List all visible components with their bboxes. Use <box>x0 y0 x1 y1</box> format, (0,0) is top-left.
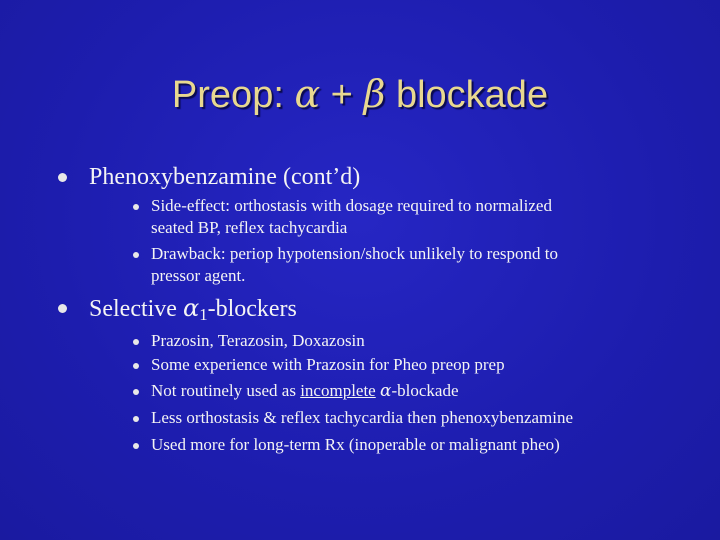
slide-title <box>0 68 720 121</box>
underlined-text: incomplete <box>300 381 376 400</box>
sub-bullet-line2: pressor agent. <box>151 266 246 285</box>
sub-bullet-line1: Drawback: periop hypotension/shock unlikely to respond to <box>151 244 558 263</box>
sub-bullet-text: Some experience with Prazosin for Pheo preop prep <box>151 355 505 374</box>
text-after: -blockade <box>391 381 459 400</box>
heading-suffix: -blockers <box>207 296 297 322</box>
sub-bullet-text <box>151 195 552 239</box>
sub-bullet-dot <box>133 252 139 258</box>
heading-prefix: Selective <box>89 296 183 322</box>
heading-subscript: 1 <box>199 305 208 324</box>
sub-bullet-line2: seated BP, reflex tachycardia <box>151 218 348 237</box>
heading-alpha: α <box>182 294 200 322</box>
text-before: Not routinely used as <box>151 381 301 400</box>
title-alpha: α <box>294 72 321 116</box>
bullet-dot <box>58 173 67 182</box>
title-plus: + <box>320 74 364 116</box>
alpha-symbol: α <box>379 381 392 401</box>
title-prefix: Preop: <box>171 74 295 116</box>
sub-bullet-dot <box>133 204 139 210</box>
sub-bullet-text <box>151 380 459 402</box>
sub-bullet-dot <box>133 389 139 395</box>
bullet-dot <box>58 304 67 313</box>
sub-bullet-dot <box>133 339 139 345</box>
sub-bullet-line1: Side-effect: orthostasis with dosage required to normalized <box>151 196 552 215</box>
sub-bullet-dot <box>133 363 139 369</box>
sub-bullet-text <box>151 243 558 287</box>
bullet-text <box>89 293 297 324</box>
sub-bullet-text: Used more for long-term Rx (inoperable or malignant pheo) <box>151 435 560 454</box>
title-suffix: blockade <box>385 74 549 116</box>
sub-bullet-dot <box>133 416 139 422</box>
sub-bullet-text: Less orthostasis & reflex tachycardia then phenoxybenzamine <box>151 408 574 427</box>
sub-bullet-dot <box>133 443 139 449</box>
sub-bullet-text: Prazosin, Terazosin, Doxazosin <box>151 331 365 350</box>
bullet-text: Phenoxybenzamine (cont’d) <box>89 164 361 190</box>
title-beta: β <box>363 72 386 116</box>
